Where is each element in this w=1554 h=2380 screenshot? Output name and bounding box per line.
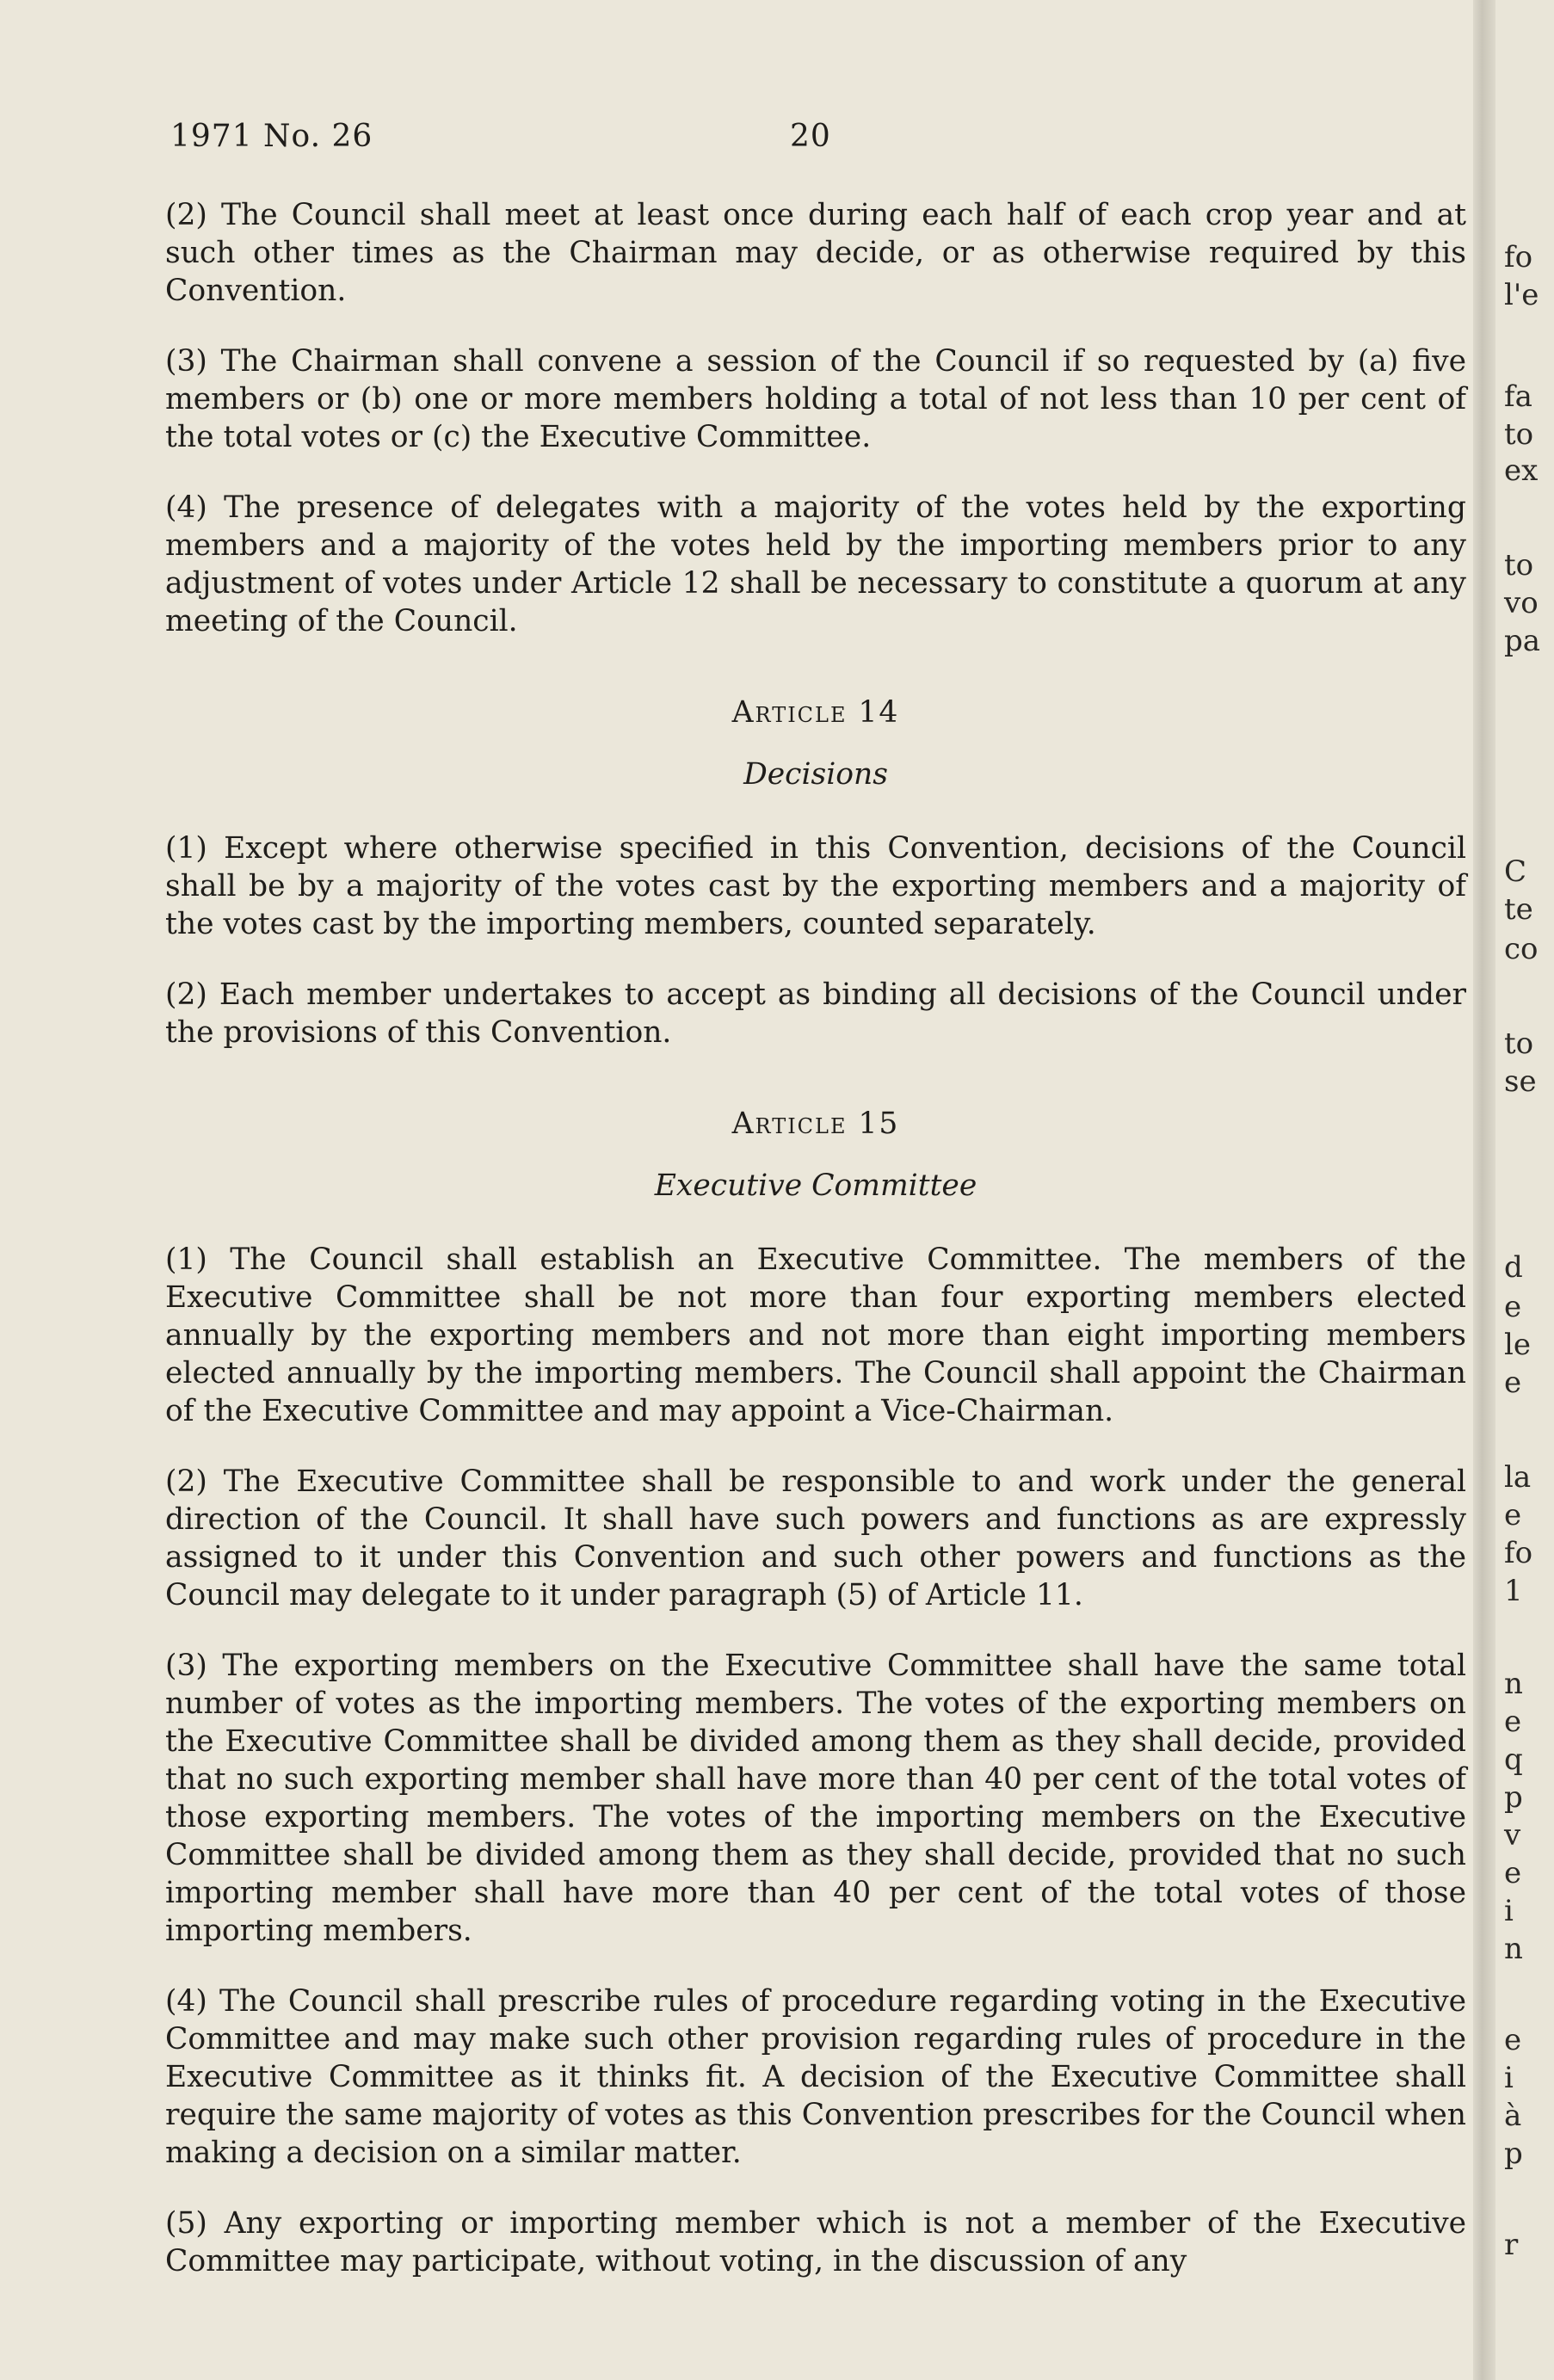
fragment: to — [1504, 1027, 1534, 1061]
fragment: p — [1504, 1780, 1523, 1815]
fragment: le — [1504, 1328, 1531, 1362]
paragraph: (4) The presence of delegates with a majority of the votes held by the exporting members and a majority of the votes held by the importing members prior to any adjustment of votes under Article 12 shall be necessary to constitute a quorum at any meeting of the Council. — [165, 490, 1466, 638]
page-gutter — [1473, 0, 1495, 2380]
fragment: d — [1504, 1250, 1523, 1285]
fragment: 1 — [1504, 1574, 1523, 1608]
fragment: à — [1504, 2099, 1522, 2133]
fragment: p — [1504, 2136, 1523, 2171]
paragraph: (1) The Council shall establish an Executive Committee. The members of the Executive Committee shall be not more than four exporting members elected annually by the exporting members and not more than eight importing members elected annually by the importing members. The Council shall appoint the Chairman of the Executive Committee and may appoint a Vice-Chairman. — [165, 1242, 1466, 1428]
fragment: vo — [1504, 586, 1539, 620]
body-text — [165, 196, 1466, 2313]
paragraph: (5) Any exporting or importing member which is not a member of the Executive Committee may participate, without voting, in the discussion of any — [165, 2206, 1466, 2278]
fragment: e — [1504, 2023, 1522, 2057]
fragment: n — [1504, 1932, 1523, 1966]
fragment: to — [1504, 417, 1534, 452]
fragment: to — [1504, 548, 1534, 583]
article-15-subtitle: Executive Committee — [654, 1168, 977, 1203]
fragment: C — [1504, 854, 1527, 889]
fragment: la — [1504, 1460, 1532, 1495]
adjacent-page-edge — [1495, 0, 1554, 2380]
page-number: 20 — [790, 119, 831, 154]
fragment: i — [1504, 2061, 1514, 2095]
fragment: e — [1504, 1290, 1522, 1324]
paragraph: (1) Except where otherwise specified in this Convention, decisions of the Council shall be by a majority of the votes cast by the exporting members and a majority of the votes cast by the importing members, counted separately. — [165, 831, 1466, 941]
paragraph: (3) The exporting members on the Executive Committee shall have the same total number of votes as the importing members. The votes of the exporting members on the Executive Committee shall be divided among them as they shall decide, provided that no such exporting member shall have more than 40 per cent of the total votes of those exporting members. The votes of the importing members on the Executive Committee shall be divided among them as they shall decide, provided that no such importing member shall have more than 40 per cent of the total votes of those importing members. — [165, 1649, 1466, 1948]
article-14-subtitle: Decisions — [743, 757, 888, 792]
fragment: se — [1504, 1064, 1537, 1099]
article-15-heading: Article 15 — [731, 1107, 900, 1141]
fragment: ex — [1504, 453, 1539, 488]
year-number-label: 1971 No. 26 — [170, 119, 373, 154]
fragment: fo — [1504, 1536, 1533, 1570]
paragraph: (2) The Council shall meet at least once during each half of each crop year and at such other times as the Chairman may decide, or as otherwise required by this Convention. — [165, 198, 1466, 308]
fragment: i — [1504, 1894, 1514, 1928]
fragment: l'e — [1504, 278, 1539, 312]
fragment: fa — [1504, 379, 1532, 414]
fragment: v — [1504, 1818, 1521, 1853]
fragment: r — [1504, 2228, 1519, 2262]
article-14-heading: Article 14 — [731, 695, 900, 730]
fragment: n — [1504, 1667, 1523, 1701]
fragment: pa — [1504, 624, 1541, 658]
paragraph: (2) Each member undertakes to accept as binding all decisions of the Council under the provisions of this Convention. — [165, 977, 1466, 1050]
page-header — [170, 119, 831, 154]
paragraph: (4) The Council shall prescribe rules of procedure regarding voting in the Executive Committee and may make such other provision regarding rules of procedure in the Executive Committee as it thinks fit. A decision of the Executive Committee shall require the same majority of votes as this Convention prescribes for the Council when making a decision on a similar matter. — [165, 1984, 1466, 2170]
paragraph: (2) The Executive Committee shall be responsible to and work under the general direction of the Council. It shall have such powers and functions as are expressly assigned to it under this Convention and such other powers and functions as the Council may delegate to it under paragraph (5) of Article 11. — [165, 1464, 1466, 1612]
paragraph: (3) The Chairman shall convene a session of the Council if so requested by (a) five members or (b) one or more members holding a total of not less than 10 per cent of the total votes or (c) the Executive Committee. — [165, 344, 1466, 454]
fragment: e — [1504, 1856, 1522, 1890]
fragment: te — [1504, 892, 1533, 927]
fragment: fo — [1504, 240, 1533, 274]
fragment: e — [1504, 1366, 1522, 1400]
fragment: e — [1504, 1705, 1522, 1739]
fragment: co — [1504, 932, 1539, 966]
fragment: q — [1504, 1742, 1523, 1777]
fragment: e — [1504, 1498, 1522, 1532]
